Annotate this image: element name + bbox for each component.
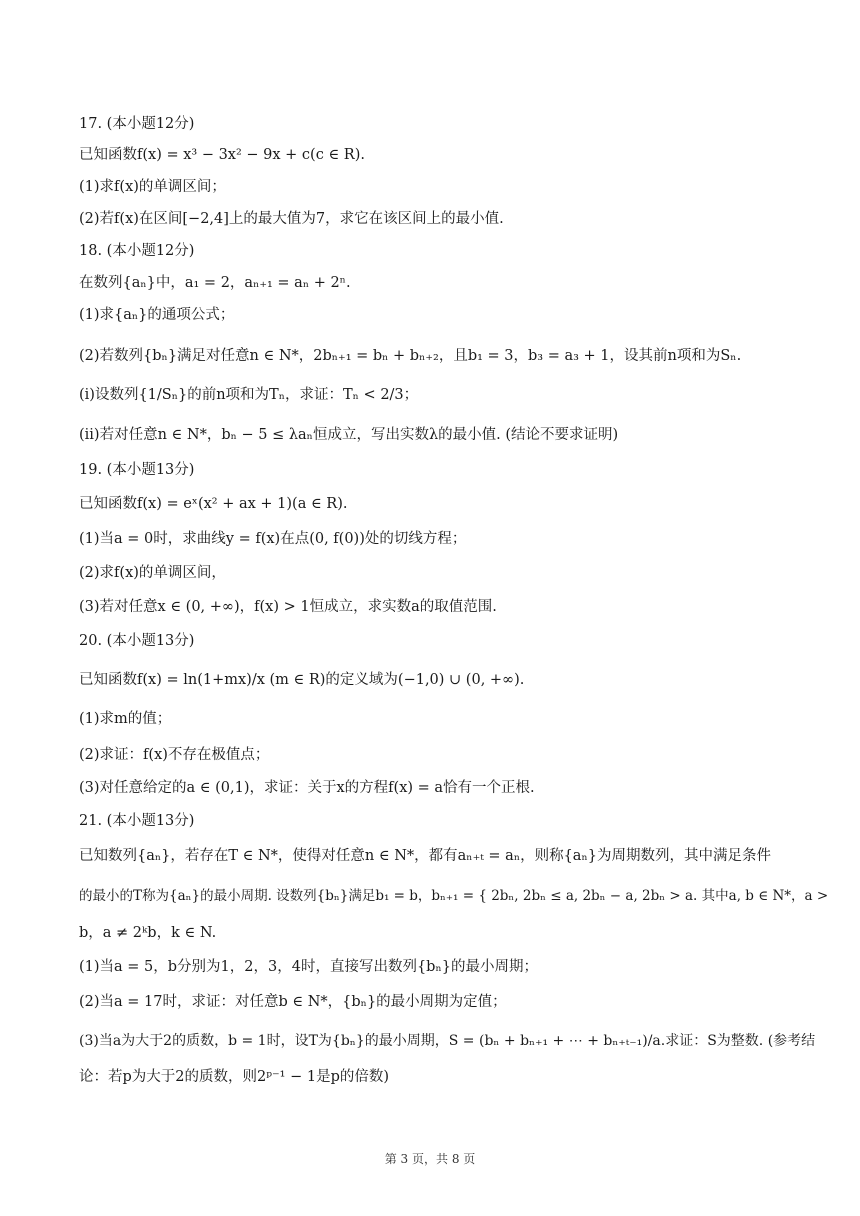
- q20-part1: (1)求m的值；: [79, 711, 172, 727]
- q18-stem: 在数列{aₙ}中，a₁ = 2，aₙ₊₁ = aₙ + 2ⁿ.: [79, 275, 351, 291]
- q20-stem: 已知函数f(x) = ln(1+mx)/x (m ∈ R)的定义域为(−1,0) ∪ (0, +∞).: [79, 672, 525, 688]
- q17-stem: 已知函数f(x) = x³ − 3x² − 9x + c(c ∈ R).: [79, 147, 365, 163]
- q19-part3: (3)若对任意x ∈ (0, +∞)，f(x) > 1恒成立，求实数a的取值范围.: [79, 599, 497, 615]
- q20-part3: (3)对任意给定的a ∈ (0,1)，求证：关于x的方程f(x) = a恰有一个正根.: [79, 780, 535, 796]
- q19-part2: (2)求f(x)的单调区间，: [79, 565, 226, 581]
- q19-part1: (1)当a = 0时，求曲线y = f(x)在点(0, f(0))处的切线方程；: [79, 531, 467, 547]
- q17-part2: (2)若f(x)在区间[−2,4]上的最大值为7，求它在该区间上的最小值.: [79, 211, 504, 227]
- q21-part2: (2)当a = 17时，求证：对任意b ∈ N*，{bₙ}的最小周期为定值；: [79, 994, 507, 1010]
- q18-part2-ii: (ⅱ)若对任意n ∈ N*，bₙ − 5 ≤ λaₙ恒成立，写出实数λ的最小值. (结论不要求证明): [79, 427, 619, 443]
- page-number: 第 3 页，共 8 页: [384, 1152, 476, 1166]
- q21-part3-note: 论：若p为大于2的质数，则2ᵖ⁻¹ − 1是p的倍数): [79, 1069, 390, 1085]
- q21-stem-line1: 已知数列{aₙ}，若存在T ∈ N*，使得对任意n ∈ N*，都有aₙ₊ₜ = aₙ，则称{aₙ}为周期数列，其中满足条件: [79, 848, 771, 864]
- q18-part1: (1)求{aₙ}的通项公式；: [79, 307, 235, 323]
- q19-header: 19. (本小题13分): [79, 462, 195, 478]
- q18-part2-i: (ⅰ)设数列{1/Sₙ}的前n项和为Tₙ，求证：Tₙ < 2/3；: [79, 387, 419, 403]
- q19-stem: 已知函数f(x) = eˣ(x² + ax + 1)(a ∈ R).: [79, 496, 348, 512]
- q21-part1: (1)当a = 5，b分别为1，2，3，4时，直接写出数列{bₙ}的最小周期；: [79, 959, 538, 975]
- q21-stem-line3: b，a ≠ 2ᵏb，k ∈ N.: [79, 925, 217, 941]
- q20-header: 20. (本小题13分): [79, 633, 195, 649]
- q21-header: 21. (本小题13分): [79, 813, 195, 829]
- q17-header: 17. (本小题12分): [79, 116, 195, 132]
- q21-stem-line2: 的最小的T称为{aₙ}的最小周期. 设数列{bₙ}满足b₁ = b，bₙ₊₁ = { 2bₙ, 2bₙ ≤ a, 2bₙ − a, 2bₙ > a. 其中a, b ∈ N*，a >: [79, 888, 829, 904]
- q20-part2: (2)求证：f(x)不存在极值点；: [79, 747, 270, 763]
- q17-part1: (1)求f(x)的单调区间；: [79, 179, 226, 195]
- q21-part3: (3)当a为大于2的质数，b = 1时，设T为{bₙ}的最小周期，S = (bₙ + bₙ₊₁ + ⋯ + bₙ₊ₜ₋₁)/a.求证：S为整数. (参考结: [79, 1033, 816, 1049]
- q18-header: 18. (本小题12分): [79, 243, 195, 259]
- q18-part2: (2)若数列{bₙ}满足对任意n ∈ N*，2bₙ₊₁ = bₙ + bₙ₊₂，且b₁ = 3，b₃ = a₃ + 1，设其前n项和为Sₙ.: [79, 348, 742, 364]
